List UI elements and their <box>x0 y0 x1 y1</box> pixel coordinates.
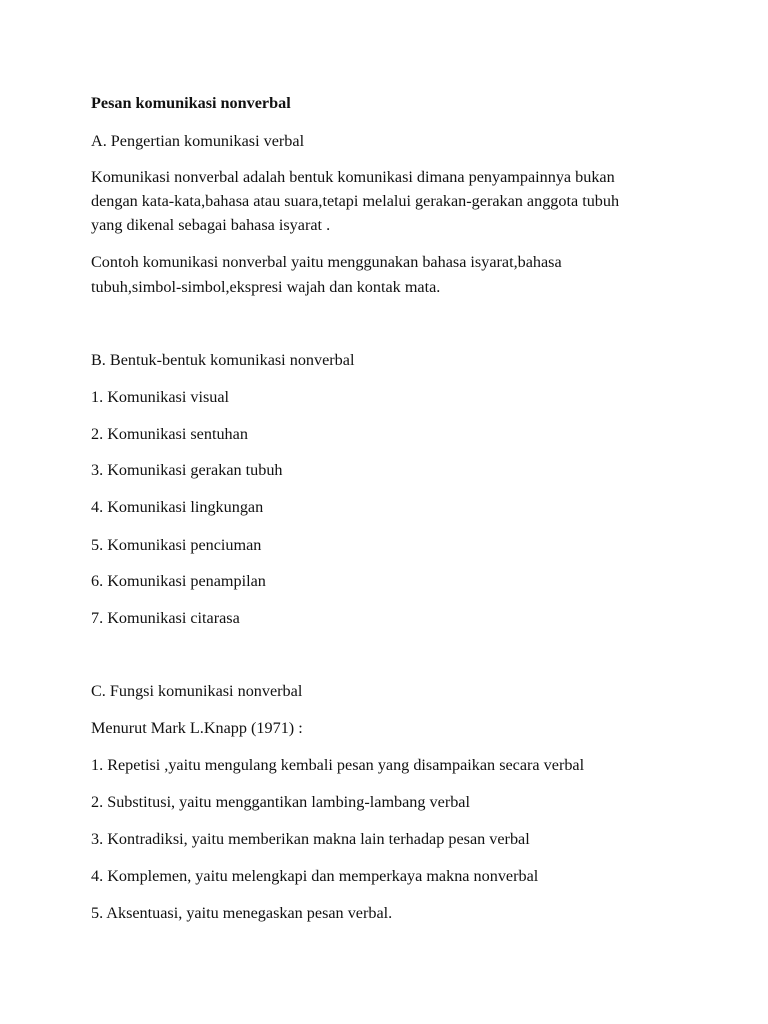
list-item: 6. Komunikasi penampilan <box>91 572 266 590</box>
list-item: 7. Komunikasi citarasa <box>91 609 240 627</box>
section-a-heading: A. Pengertian komunikasi verbal <box>91 132 305 150</box>
list-item: 4. Komplemen, yaitu melengkapi dan memperkaya makna nonverbal <box>91 867 539 885</box>
section-b-heading: B. Bentuk-bentuk komunikasi nonverbal <box>91 351 355 369</box>
section-c-intro: Menurut Mark L.Knapp (1971) : <box>91 719 303 737</box>
list-item: 4. Komunikasi lingkungan <box>91 498 264 516</box>
paragraph-1-line: dengan kata-kata,bahasa atau suara,tetapi melalui gerakan-gerakan anggota tubuh <box>91 192 620 210</box>
list-item: 5. Aksentuasi, yaitu menegaskan pesan verbal. <box>91 904 393 922</box>
list-item: 1. Komunikasi visual <box>91 388 230 406</box>
paragraph-1-line: Komunikasi nonverbal adalah bentuk komunikasi dimana penyampainnya bukan <box>91 168 615 186</box>
list-item: 3. Kontradiksi, yaitu memberikan makna lain terhadap pesan verbal <box>91 830 530 848</box>
paragraph-2-line: tubuh,simbol-simbol,ekspresi wajah dan kontak mata. <box>91 278 441 296</box>
list-item: 2. Substitusi, yaitu menggantikan lambing-lambang verbal <box>91 793 470 811</box>
list-item: 2. Komunikasi sentuhan <box>91 425 248 443</box>
list-item: 5. Komunikasi penciuman <box>91 536 262 554</box>
paragraph-1-line: yang dikenal sebagai bahasa isyarat . <box>91 216 331 234</box>
paragraph-2-line: Contoh komunikasi nonverbal yaitu menggunakan bahasa isyarat,bahasa <box>91 253 562 271</box>
section-c-heading: C. Fungsi komunikasi nonverbal <box>91 682 303 700</box>
list-item: 1. Repetisi ,yaitu mengulang kembali pesan yang disampaikan secara verbal <box>91 756 585 774</box>
list-item: 3. Komunikasi gerakan tubuh <box>91 461 283 479</box>
document-title: Pesan komunikasi nonverbal <box>91 94 291 112</box>
